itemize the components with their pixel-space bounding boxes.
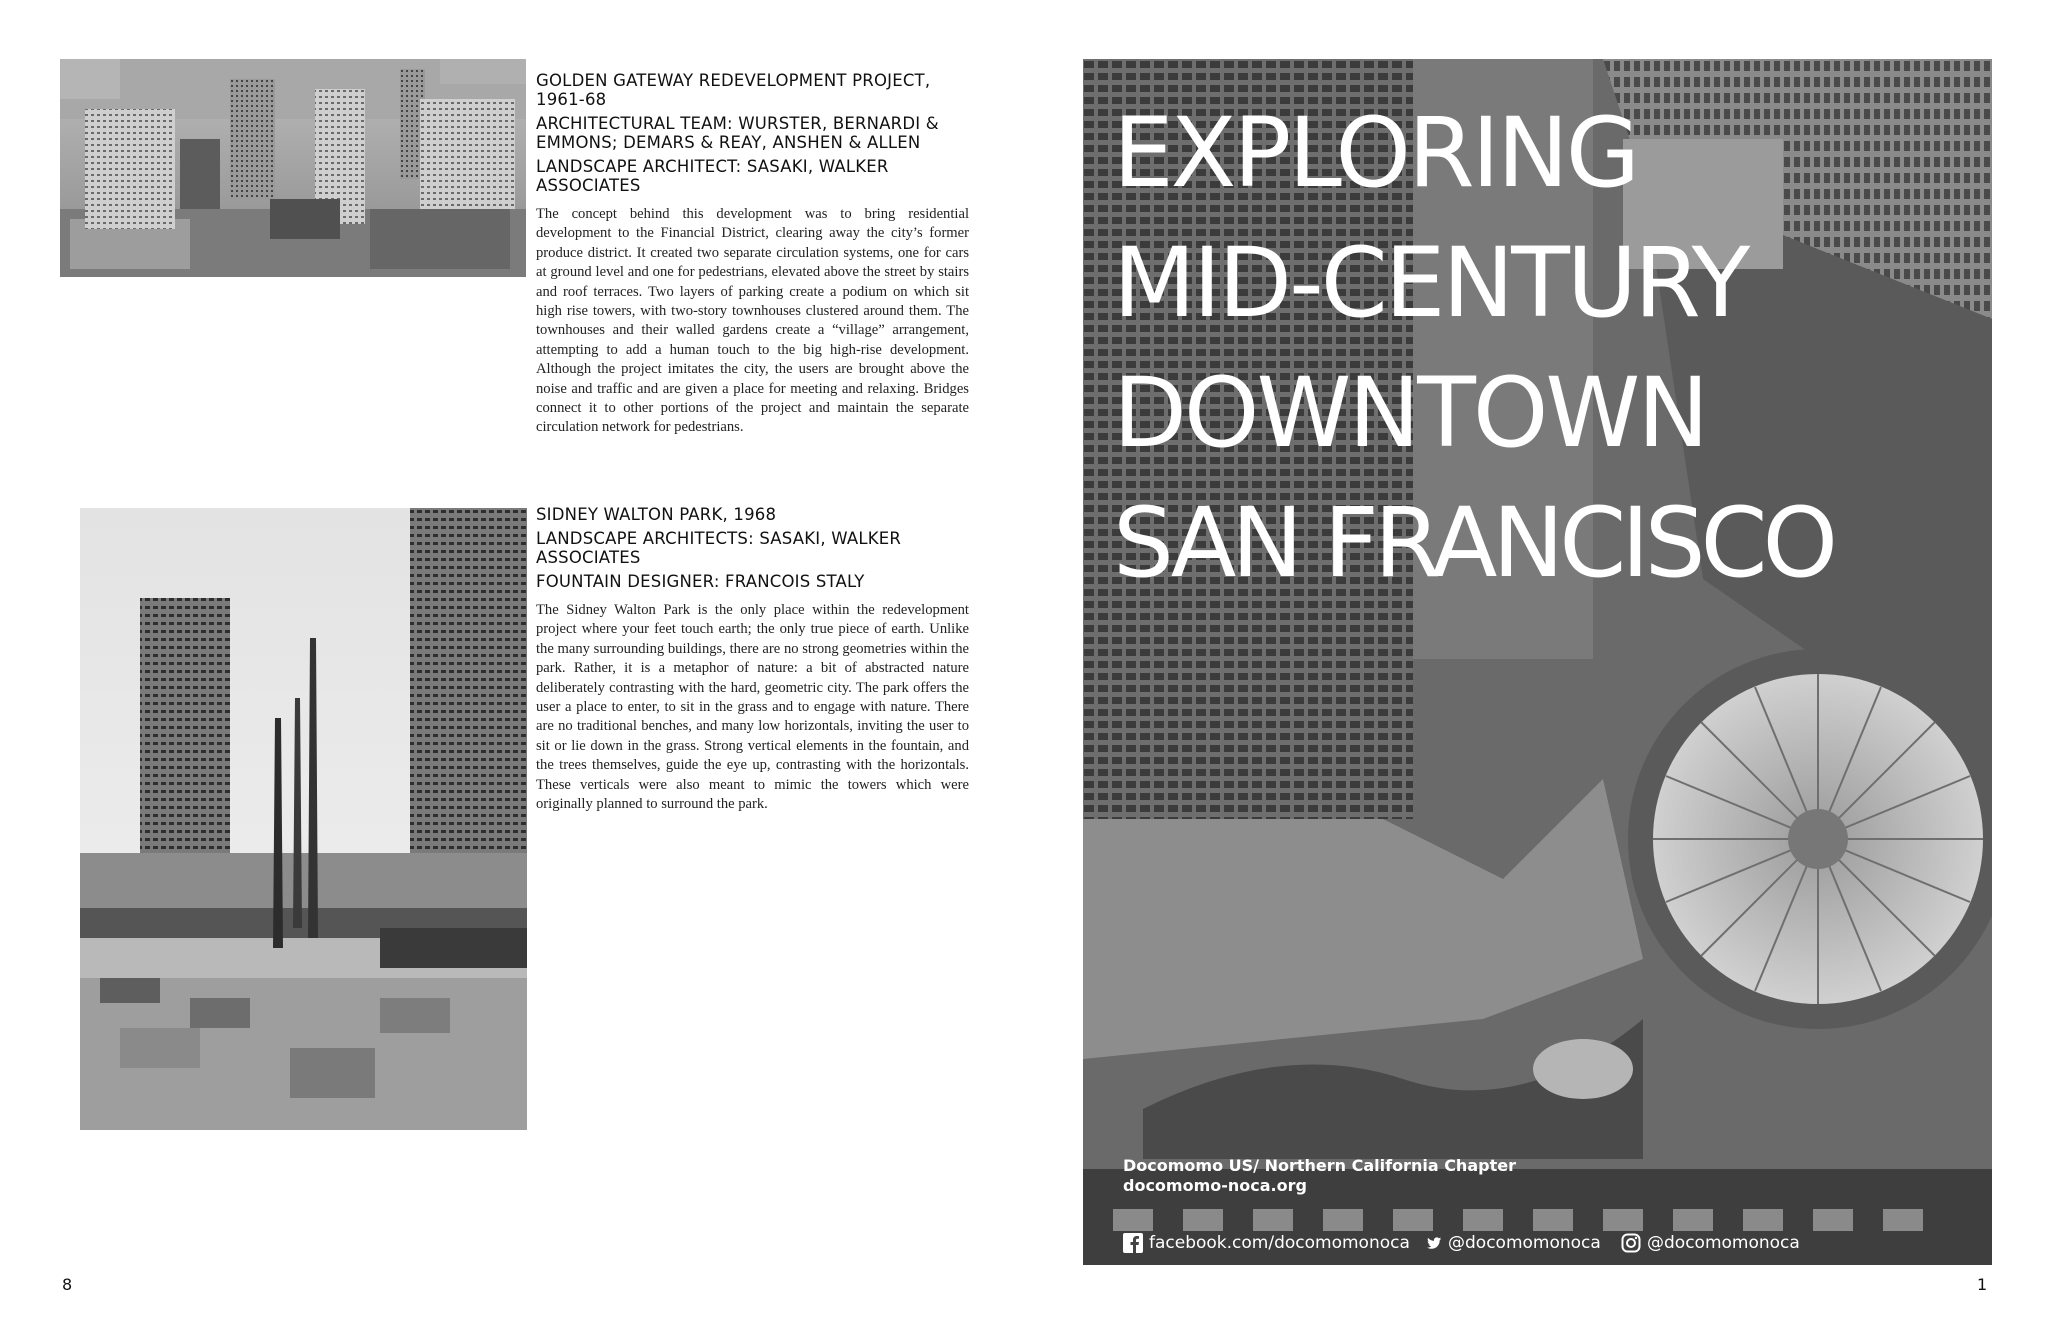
architect-credit: ARCHITECTURAL TEAM: WURSTER, BERNARDI & EMMONS; DEMARS & REAY, ANSHEN & ALLEN: [536, 114, 939, 152]
golden-gateway-photo: [60, 59, 526, 277]
page-number-left: 8: [62, 1275, 73, 1294]
cover-title-line: SAN FRANCISCO: [1113, 487, 1834, 599]
instagram-link[interactable]: [1621, 1233, 1800, 1253]
cover-title-line: DOWNTOWN: [1113, 357, 1707, 469]
twitter-icon: [1426, 1235, 1442, 1251]
sidney-walton-park-photo: [80, 508, 527, 1130]
cover-title-line: MID-CENTURY: [1113, 227, 1748, 339]
instagram-icon: [1621, 1233, 1641, 1253]
sidney-walton-park-entry: [536, 505, 969, 814]
twitter-handle: @docomomonoca: [1448, 1233, 1601, 1253]
organization-name: Docomomo US/ Northern California Chapter: [1123, 1156, 1516, 1175]
golden-gateway-entry: [536, 71, 969, 438]
entry-title: GOLDEN GATEWAY REDEVELOPMENT PROJECT, 1961-68: [536, 71, 931, 109]
website-link[interactable]: docomomo-noca.org: [1123, 1176, 1307, 1195]
entry-title: SIDNEY WALTON PARK, 1968: [536, 505, 777, 524]
entry-body: The concept behind this development was to bring residential development to the Financial District, clearing away the city’s former produce district. It created two separate circulation systems, one for cars at ground level and one for pedestrians, elevated above the street by stairs and roof terraces. Two layers of parking create a podium on which sit high rise towers, with two-story townhouses clustered around them. The townhouses and their walled gardens create a “village” arrangement, attempting to add a human touch to the big high-rise development. Although the project imitates the city, the users are brought above the noise and traffic and are given a place for meeting and relaxing. Bridges connect it to other portions of the project and maintain the separate circulation network for pedestrians.: [536, 206, 969, 436]
cover-poster: [1083, 59, 1992, 1265]
facebook-link[interactable]: [1123, 1233, 1410, 1253]
cover-title-line: EXPLORING: [1113, 97, 1638, 209]
landscape-credit: LANDSCAPE ARCHITECTS: SASAKI, WALKER ASSOCIATES: [536, 529, 902, 567]
instagram-handle: @docomomonoca: [1647, 1233, 1800, 1253]
entry-body: The Sidney Walton Park is the only place within the redevelopment project where your feet touch earth; the only true piece of earth. Unlike the many surrounding buildings, there are no strong geometries within the park. Rather, it is a metaphor of nature: a bit of abstracted nature deliberately contrasting with the hard, geometric city. The park offers the user a place to enter, to sit in the grass and to engage with nature. There are no traditional benches, and many low horizontals, inviting the user to sit or lie down in the grass. Strong vertical elements in the fountain, and the trees themselves, guide the eye up, contrasting with the horizontals. These verticals were also meant to mimic the towers which were originally planned to surround the park.: [536, 602, 969, 813]
facebook-handle: facebook.com/docomomonoca: [1149, 1233, 1410, 1253]
facebook-icon: [1123, 1233, 1143, 1253]
fountain-credit: FOUNTAIN DESIGNER: FRANCOIS STALY: [536, 572, 865, 591]
twitter-link[interactable]: [1426, 1233, 1601, 1253]
page-number-right: 1: [1977, 1275, 1988, 1294]
landscape-credit: LANDSCAPE ARCHITECT: SASAKI, WALKER ASSOCIATES: [536, 157, 889, 195]
